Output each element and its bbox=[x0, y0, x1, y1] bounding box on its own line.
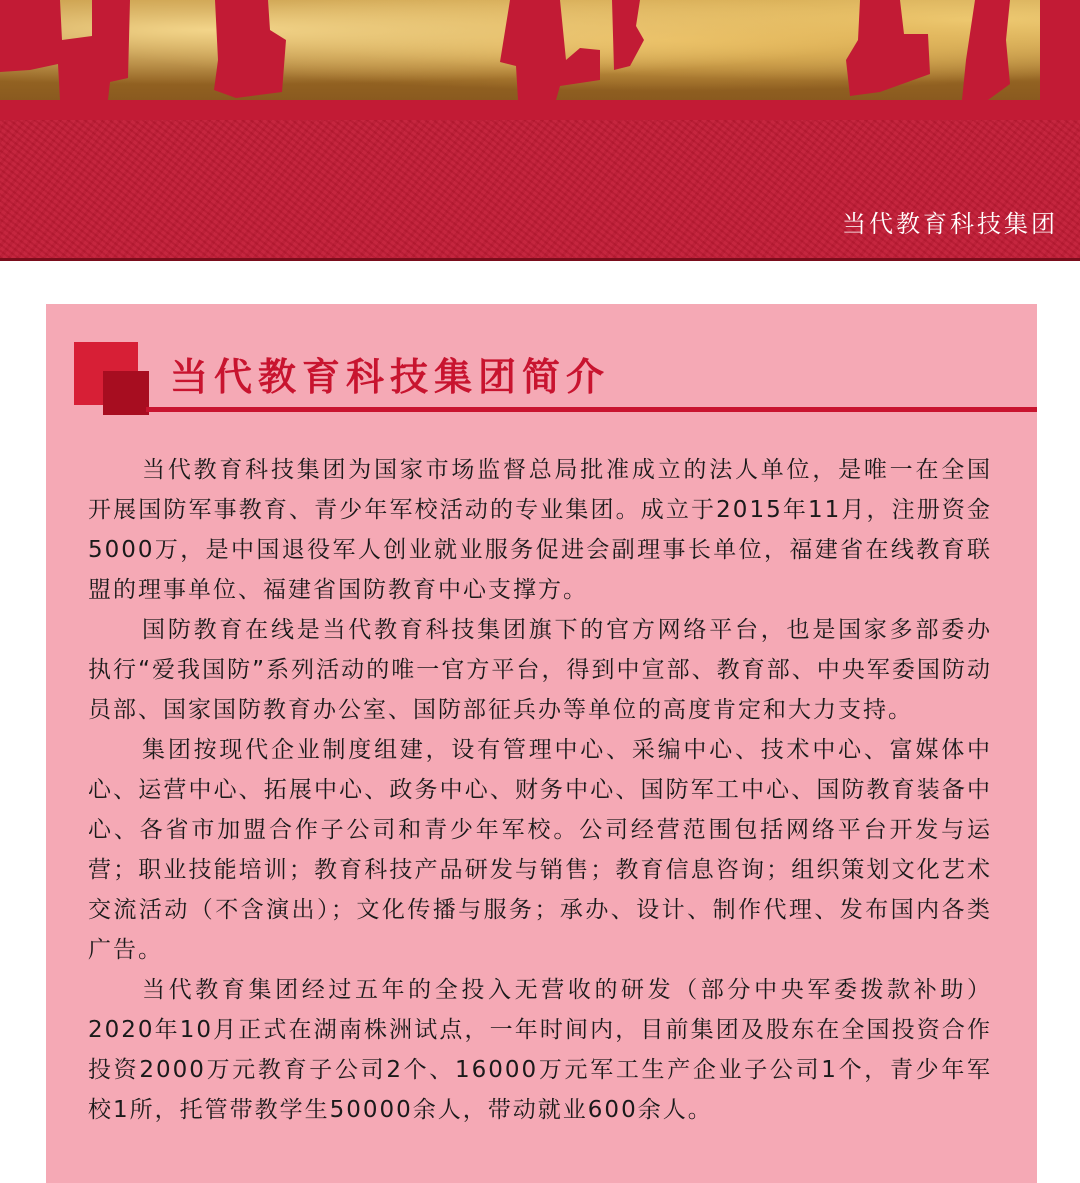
soldier-silhouettes bbox=[0, 0, 1080, 120]
intro-panel bbox=[46, 304, 1037, 1183]
header-banner bbox=[0, 0, 1080, 261]
banner-caption: 当代教育科技集团 bbox=[842, 210, 1058, 238]
intro-paragraph: 当代教育集团经过五年的全投入无营收的研发（部分中央军委拨款补助）2020年10月正式在湖南株洲试点，一年时间内，目前集团及股东在全国投资合作投资2000万元教育子公司2个、16000万元军工生产企业子公司1个，青少年军校1所，托管带教学生50000余人，带动就业600余人。 bbox=[88, 977, 992, 1123]
intro-paragraph: 集团按现代企业制度组建，设有管理中心、采编中心、技术中心、富媒体中心、运营中心、拓展中心、政务中心、财务中心、国防军工中心、国防教育装备中心、各省市加盟合作子公司和青少年军校。公司经营范围包括网络平台开发与运营；职业技能培训；教育科技产品研发与销售；教育信息咨询；组织策划文化艺术交流活动（不含演出）；文化传播与服务；承办、设计、制作代理、发布国内各类广告。 bbox=[88, 737, 992, 963]
intro-body bbox=[88, 450, 992, 1130]
section-title: 当代教育科技集团简介 bbox=[170, 355, 611, 399]
title-decoration-square-dark bbox=[103, 371, 149, 415]
intro-paragraph: 国防教育在线是当代教育科技集团旗下的官方网络平台，也是国家多部委办执行“爱我国防”系列活动的唯一官方平台，得到中宣部、教育部、中央军委国防动员部、国家国防教育办公室、国防部征兵办等单位的高度肯定和大力支持。 bbox=[88, 617, 992, 723]
intro-paragraph: 当代教育科技集团为国家市场监督总局批准成立的法人单位，是唯一在全国开展国防军事教育、青少年军校活动的专业集团。成立于2015年11月，注册资金5000万，是中国退役军人创业就业服务促进会副理事长单位，福建省在线教育联盟的理事单位、福建省国防教育中心支撑方。 bbox=[88, 457, 992, 603]
title-underline bbox=[146, 407, 1037, 412]
